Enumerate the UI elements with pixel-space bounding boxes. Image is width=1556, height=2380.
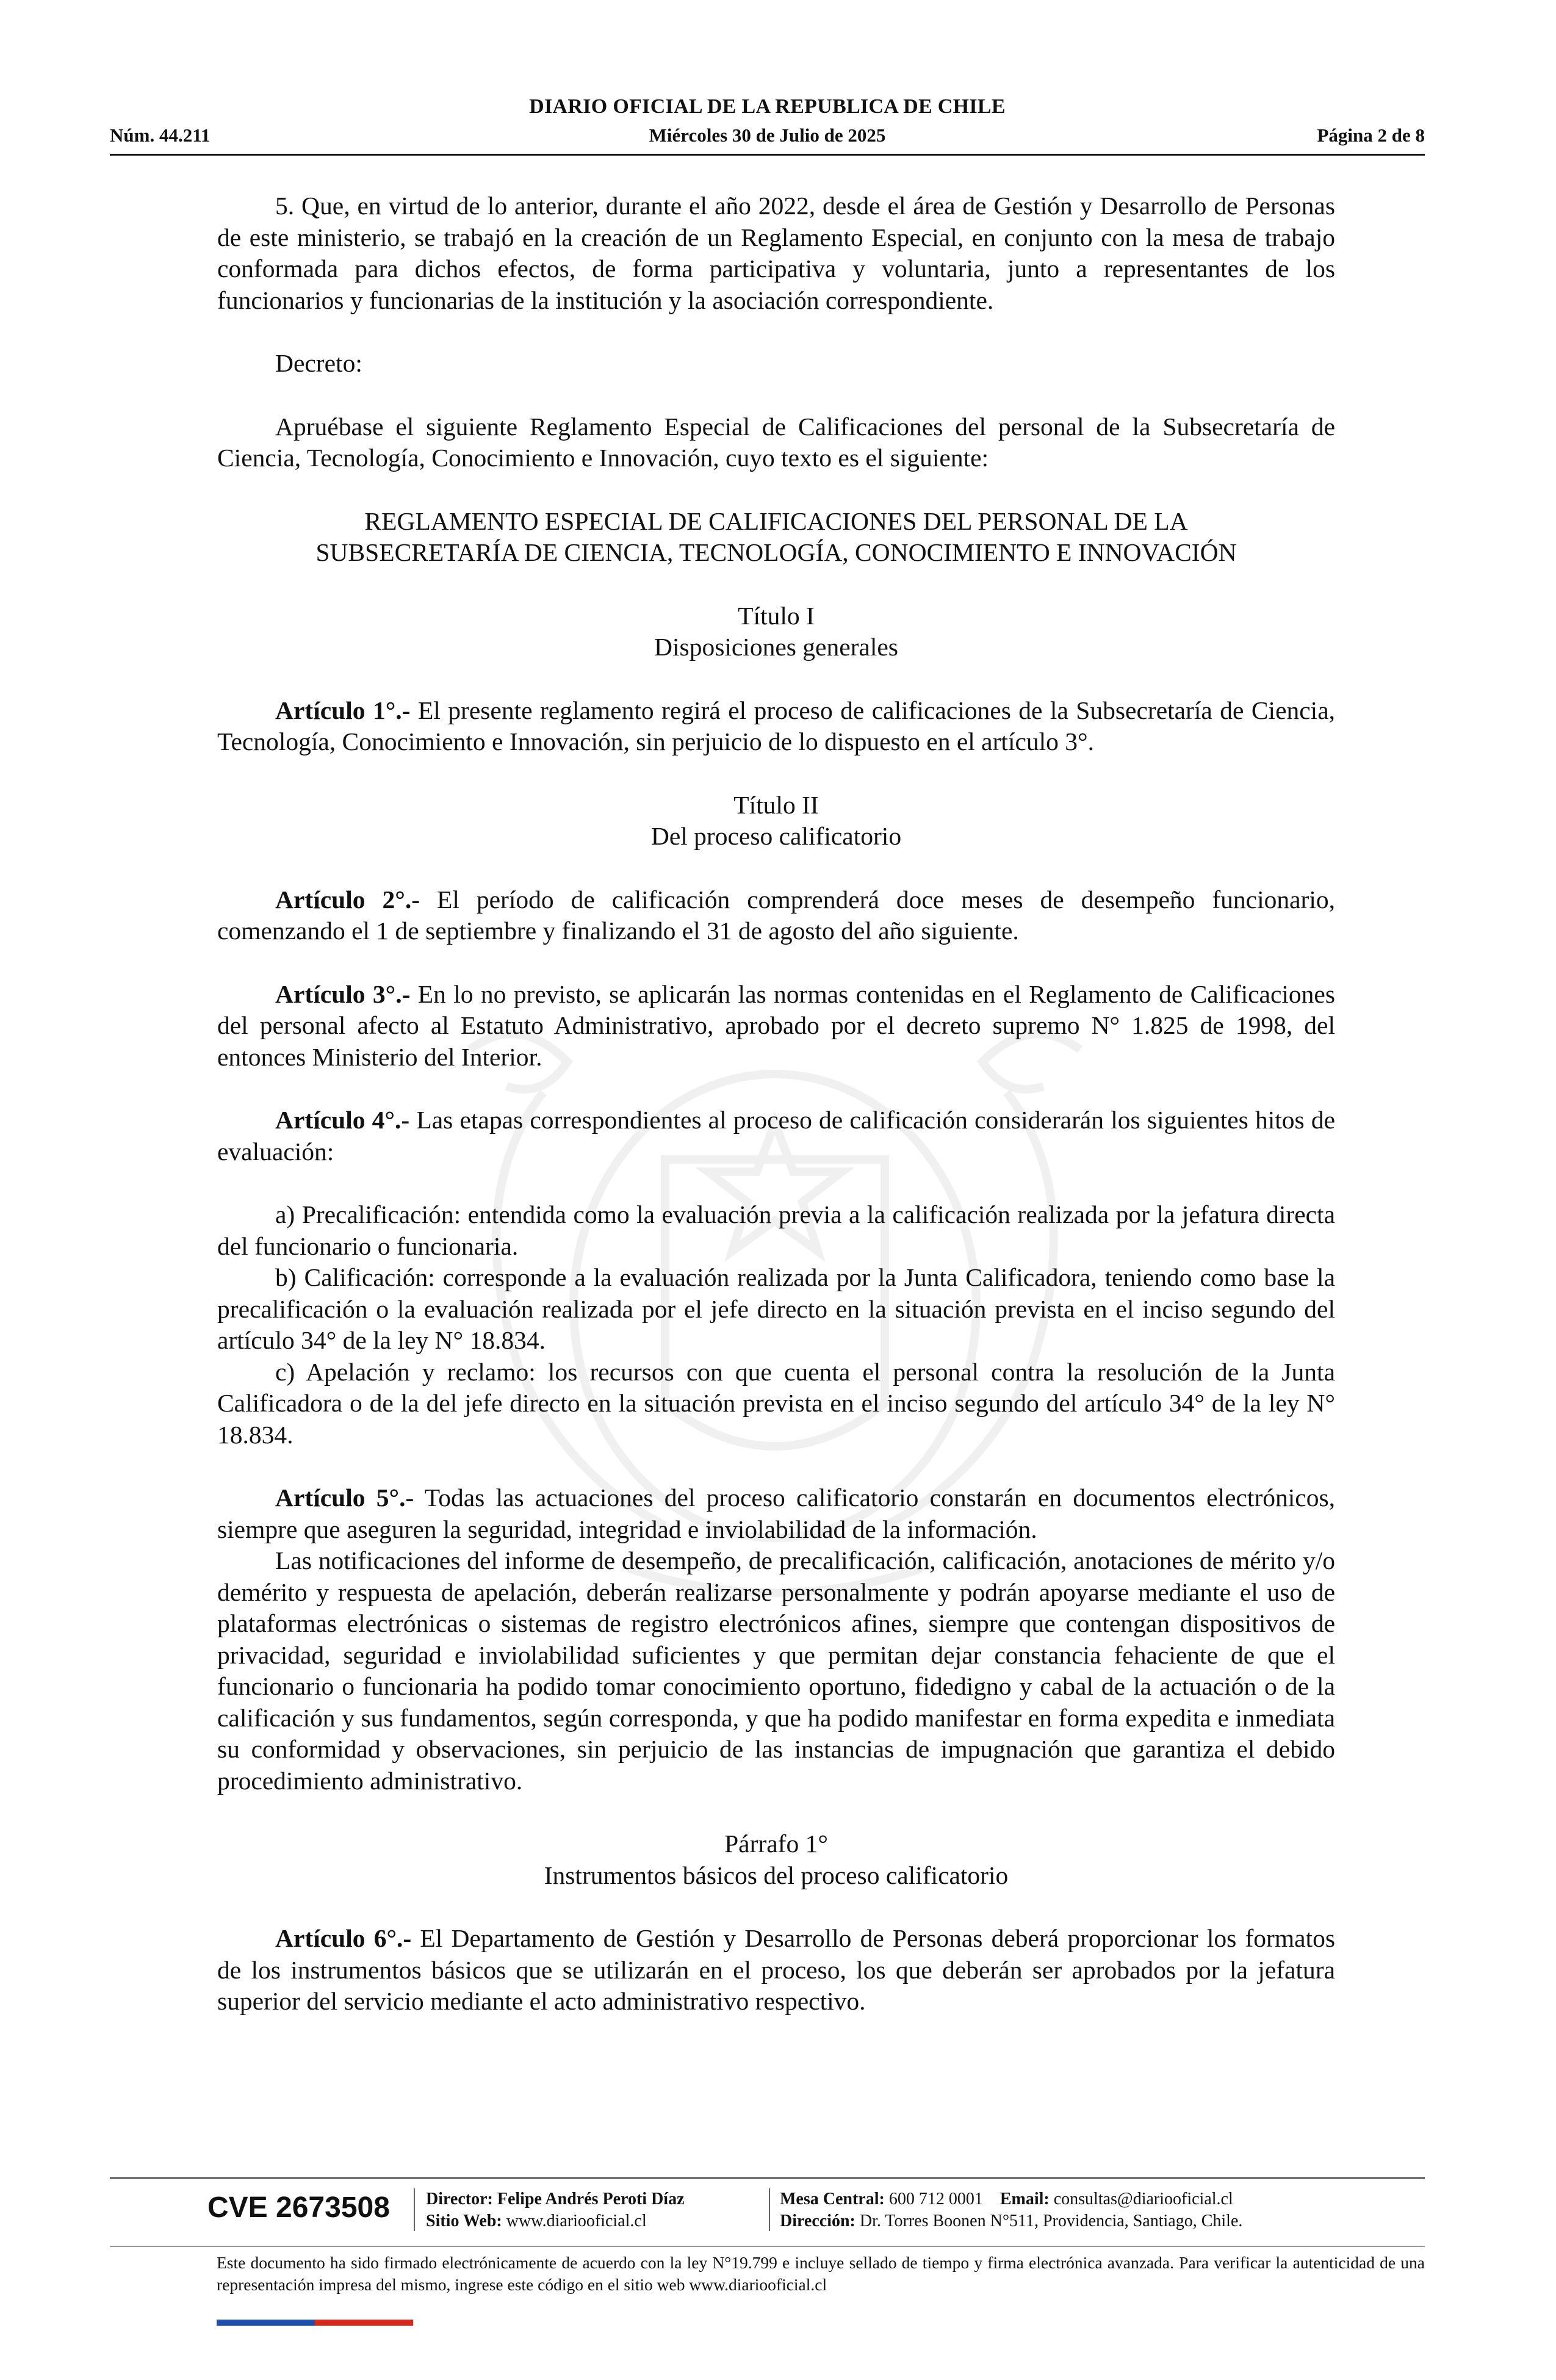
address-value: Dr. Torres Boonen N°511, Providencia, Santiago, Chile.	[859, 2212, 1243, 2230]
article-3-text: En lo no previsto, se aplicarán las normas contenidas en el Reglamento de Calificaciones del personal afecto al Estatuto Administrativo, aprobado por el decreto supremo N° 1.825 de 1998, del entonces Ministerio del Interior.	[217, 979, 1335, 1071]
document-body	[217, 190, 1335, 2018]
mesa-central-label: Mesa Central:	[780, 2190, 885, 2209]
regulation-title-line-2: SUBSECRETARÍA DE CIENCIA, TECNOLOGÍA, CONOCIMIENTO E INNOVACIÓN	[315, 538, 1237, 566]
article-2-text: El período de calificación comprenderá doce meses de desempeño funcionario, comenzando el 1 de septiembre y finalizando el 31 de agosto del año siguiente.	[217, 885, 1336, 945]
article-4-label: Artículo 4°.-	[275, 1106, 410, 1134]
article-4	[217, 1105, 1335, 1167]
article-6-label: Artículo 6°.-	[275, 1924, 412, 1952]
footer-separator-1	[414, 2188, 415, 2231]
newspaper-title: DIARIO OFICIAL DE LA REPUBLICA DE CHILE	[529, 95, 1006, 118]
footer-contact-block	[780, 2188, 1242, 2232]
article-4-item-c: c) Apelación y reclamo: los recursos con que cuenta el personal contra la resolución de la Junta Calificadora o de la del jefe directo en la situación prevista en el inciso segundo del artículo 34° de la ley N° 18.834.	[217, 1357, 1335, 1449]
mesa-central-phone: 600 712 0001	[888, 2190, 983, 2209]
title-2-name: Del proceso calificatorio	[650, 822, 902, 850]
email-link[interactable]: consultas@diariooficial.cl	[1053, 2190, 1233, 2209]
article-3-label: Artículo 3°.-	[275, 979, 411, 1008]
title-1-name: Disposiciones generales	[654, 633, 898, 661]
decreto-label: Decreto:	[275, 349, 362, 377]
article-2	[217, 884, 1335, 947]
flag-blue-segment	[217, 2320, 315, 2326]
article-1	[217, 695, 1335, 758]
paragraph-5: 5. Que, en virtud de lo anterior, durante el año 2022, desde el área de Gestión y Desarrollo de Personas de este ministerio, se trabajó en la creación de un Reglamento Especial, en conjunto con la mesa de trabajo conformada para dichos efectos, de forma participativa y voluntaria, junto a representantes de los funcionarios y funcionarias de la institución y la asociación correspondiente.	[217, 192, 1335, 314]
issue-date: Miércoles 30 de Julio de 2025	[649, 124, 886, 146]
website-label: Sitio Web:	[426, 2212, 502, 2230]
website-link[interactable]: www.diariooficial.cl	[506, 2212, 647, 2230]
issue-number: Núm. 44.211	[110, 124, 211, 146]
article-6-text: El Departamento de Gestión y Desarrollo de Personas deberá proporcionar los formatos de los instrumentos básicos que se utilizarán en el proceso, los que deberán ser aprobados por la jefatura superior del servicio mediante el acto administrativo respectivo.	[217, 1924, 1335, 2015]
footer-director-block	[426, 2188, 685, 2232]
article-4-text: Las etapas correspondientes al proceso de calificación considerarán los siguientes hitos de evaluación:	[217, 1106, 1336, 1166]
article-6	[217, 1923, 1335, 2018]
paragraph-1-heading: Párrafo 1°	[724, 1830, 828, 1858]
article-4-item-a: a) Precalificación: entendida como la evaluación previa a la calificación realizada por la jefatura directa del funcionario o funcionaria.	[217, 1200, 1335, 1260]
address-label: Dirección:	[780, 2212, 855, 2230]
article-5-paragraph-2: Las notificaciones del informe de desempeño, de precalificación, calificación, anotaciones de mérito y/o demérito y respuesta de apelación, deberán realizarse personalmente y podrán apoyarse mediante el uso de plataformas electrónicas o sistemas de registro electrónicos afines, siempre que contengan dispositivos de privacidad, seguridad e inviolabilidad suficientes y que permitan dejar constancia fehaciente de que el funcionario o funcionaria ha podido tomar conocimiento oportuno, fidedigno y cabal de la actuación o de la calificación y sus fundamentos, según corresponda, y que ha podido manifestar en forma expedita e inmediata su conformidad y observaciones, sin perjuicio de las instancias de impugnación que garantiza el debido procedimiento administrativo.	[217, 1546, 1335, 1795]
page-indicator: Página 2 de 8	[1317, 124, 1425, 146]
article-3	[217, 979, 1335, 1073]
regulation-title-line-1: REGLAMENTO ESPECIAL DE CALIFICACIONES DEL PERSONAL DE LA	[364, 507, 1188, 535]
flag-red-segment	[315, 2320, 413, 2326]
cve-code: CVE 2673508	[207, 2191, 390, 2224]
director-name: Felipe Andrés Peroti Díaz	[497, 2190, 685, 2209]
footer-divider-top	[110, 2177, 1425, 2179]
article-5	[217, 1482, 1335, 1545]
title-1-heading: Título I	[738, 601, 815, 630]
article-2-label: Artículo 2°.-	[275, 885, 420, 914]
article-4-item-b: b) Calificación: corresponde a la evaluación realizada por la Junta Calificadora, teniendo como base la precalificación o la evaluación realizada por el jefe directo en la situación prevista en el inciso segundo del artículo 34° de la ley N° 18.834.	[217, 1263, 1335, 1354]
footer-separator-2	[769, 2188, 770, 2231]
apruebase-paragraph: Apruébase el siguiente Reglamento Especial de Calificaciones del personal de la Subsecretaría de Ciencia, Tecnología, Conocimiento e Innovación, cuyo texto es el siguiente:	[217, 412, 1335, 472]
electronic-signature-note: Este documento ha sido firmado electrónicamente de acuerdo con la ley N°19.799 e incluye sellado de tiempo y firma electrónica avanzada. Para verificar la autenticidad de una representación impresa del mismo, ingrese este código en el sitio web www.diariooficial.cl	[217, 2253, 1425, 2294]
title-2-heading: Título II	[733, 790, 819, 819]
article-1-label: Artículo 1°.-	[275, 696, 411, 724]
email-label: Email:	[1000, 2190, 1050, 2209]
article-5-label: Artículo 5°.-	[275, 1484, 414, 1512]
footer-divider-bottom	[110, 2246, 1425, 2247]
article-1-text: El presente reglamento regirá el proceso de calificaciones de la Subsecretaría de Ciencia, Tecnología, Conocimiento e Innovación, sin perjuicio de lo dispuesto en el artículo 3°.	[217, 696, 1335, 755]
article-5-text: Todas las actuaciones del proceso calificatorio constarán en documentos electrónicos, siempre que aseguren la seguridad, integridad e inviolabilidad de la información.	[217, 1484, 1335, 1543]
page-footer	[110, 2177, 1425, 2330]
page-header	[110, 92, 1425, 159]
paragraph-1-name: Instrumentos básicos del proceso calificatorio	[544, 1861, 1009, 1889]
chile-flag-bar	[217, 2318, 413, 2324]
header-divider	[110, 154, 1425, 156]
director-label: Director:	[426, 2190, 493, 2209]
